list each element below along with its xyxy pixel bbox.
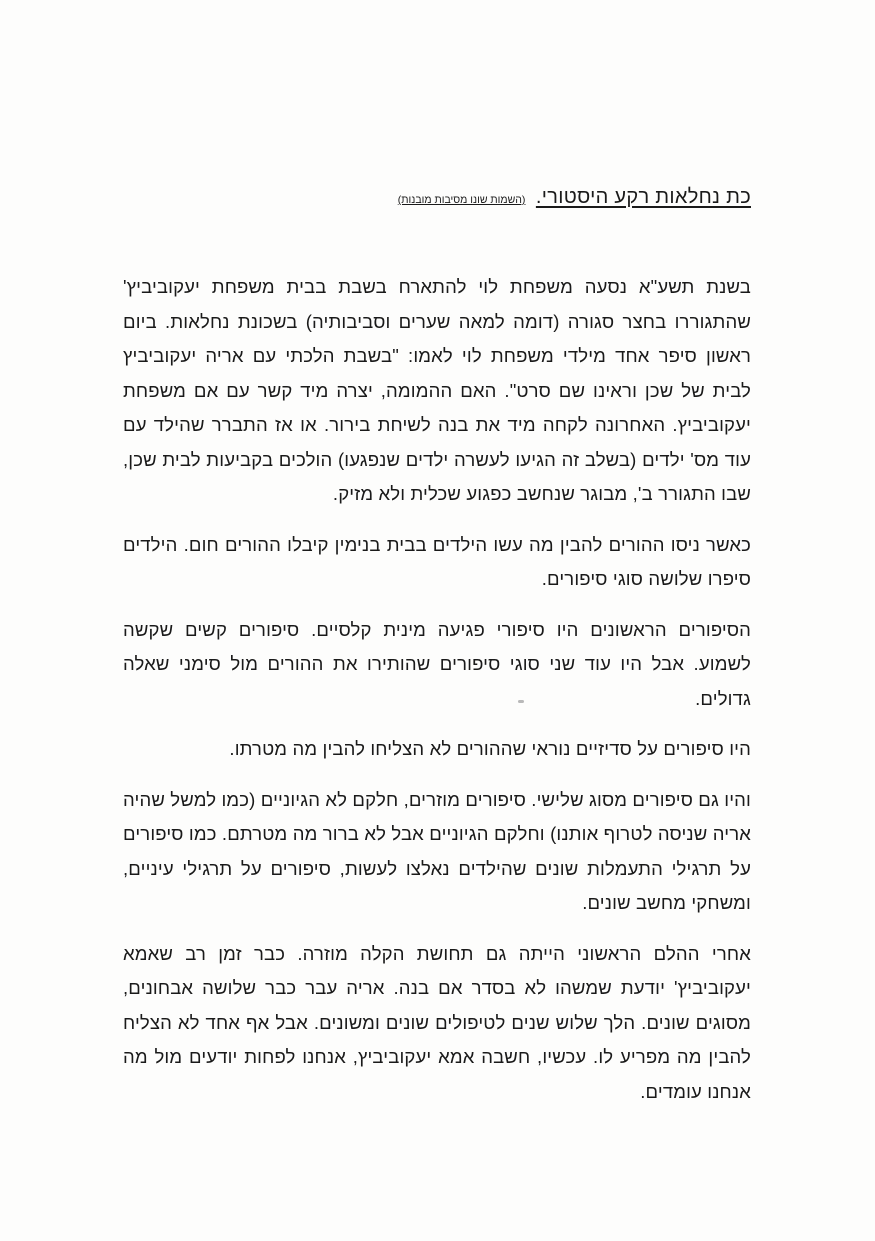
document-body — [123, 270, 751, 1125]
scan-speck — [518, 700, 524, 703]
document-title: כת נחלאות רקע היסטורי. — [535, 186, 751, 208]
document-heading — [111, 186, 751, 209]
paragraph-1: בשנת תשע"א נסעה משפחת לוי להתארח בשבת בבית משפחת יעקוביביץ' שהתגוררו בחצר סגורה (דומה למאה שערים וסביבותיה) בשכונת נחלאות. ביום ראשון סיפר אחד מילדי משפחת לוי לאמו: "בשבת הלכתי עם אריה יעקוביביץ לבית של שכן וראינו שם סרט". האם ההמומה, יצרה מיד קשר עם אם משפחת יעקוביביץ. האחרונה לקחה מיד את בנה לשיחת בירור. או אז התברר שהילד עם עוד מס' ילדים (בשלב זה הגיעו לעשרה ילדים שנפגעו) הולכים בקביעות לבית שכן, שבו התגורר ב', מבוגר שנחשב כפגוע שכלית ולא מזיק. — [123, 276, 751, 504]
paragraph-4: היו סיפורים על סדיזיים נוראי שההורים לא הצליחו להבין מה מטרתו. — [229, 738, 751, 759]
names-changed-note: (השמות שונו מסיבות מובנות) — [397, 194, 526, 206]
paragraph-3: הסיפורים הראשונים היו סיפורי פגיעה מינית קלסיים. סיפורים קשים שקשה לשמוע. אבל היו עוד שני סוגי סיפורים שהותירו את ההורים מול סימני שאלה גדולים. — [123, 618, 751, 709]
paragraph-6: אחרי ההלם הראשוני הייתה גם תחושת הקלה מוזרה. כבר זמן רב שאמא יעקוביביץ' יודעת שמשהו לא בסדר אם בנה. אריה עבר כבר שלושה אבחונים, מסוגים שונים. הלך שלוש שנים לטיפולים שונים ומשונים. אבל אף אחד לא הצליח להבין מה מפריע לו. עכשיו, חשבה אמא יעקוביביץ, אנחנו לפחות יודעים מול מה אנחנו עומדים. — [123, 942, 751, 1102]
paragraph-5: והיו גם סיפורים מסוג שלישי. סיפורים מוזרים, חלקם לא הגיוניים (כמו למשל שהיה אריה שניסה לטרוף אותנו) וחלקם הגיוניים אבל לא ברור מה מטרתם. כמו סיפורים על תרגילי התעמלות שונים שהילדים נאלצו לעשות, סיפורים על תרגילי עיניים, ומשחקי מחשב שונים. — [123, 788, 751, 913]
paragraph-2: כאשר ניסו ההורים להבין מה עשו הילדים בבית בנימין קיבלו ההורים חום. הילדים סיפרו שלושה סוגי סיפורים. — [123, 533, 751, 589]
